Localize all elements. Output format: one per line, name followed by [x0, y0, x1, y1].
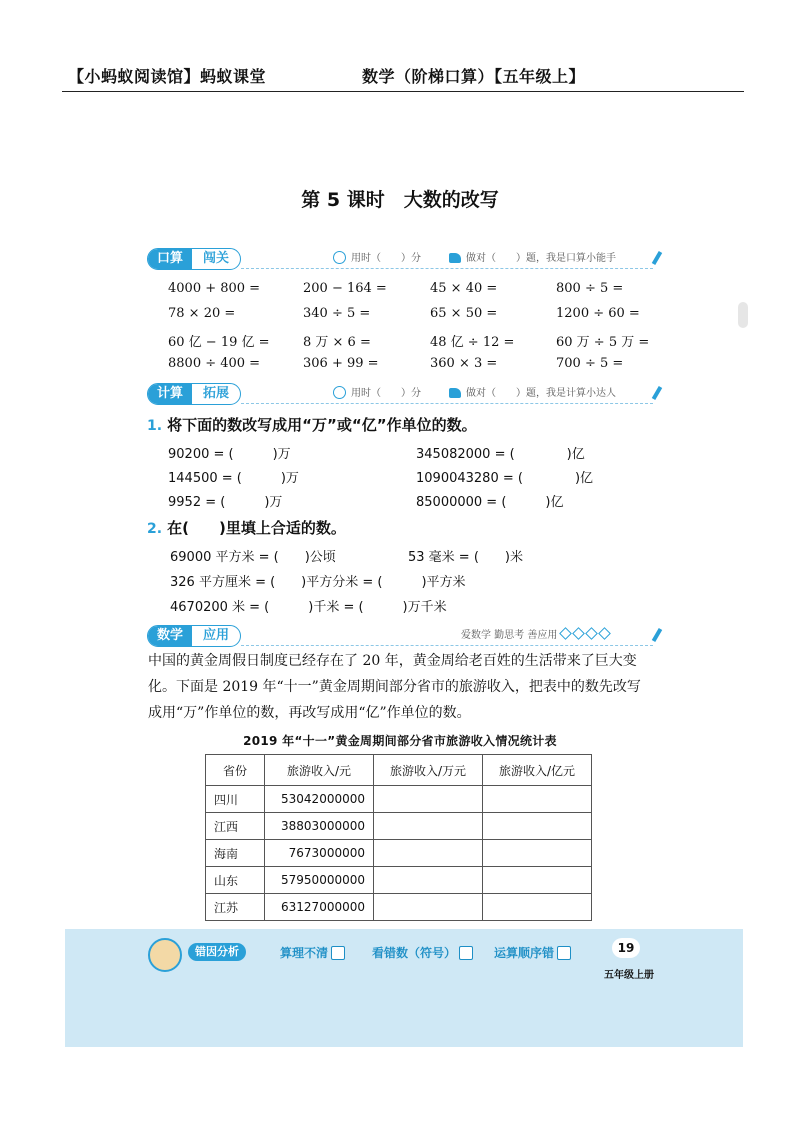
- oral-problem[interactable]: 45 × 40 =: [430, 281, 498, 296]
- thumbs-up-icon: [449, 388, 461, 398]
- oral-problem[interactable]: 700 ÷ 5 =: [556, 356, 624, 371]
- table-header-cell: 旅游收入/亿元: [483, 755, 592, 786]
- calc-correct-text: 做对（ ）题，我是计算小达人: [466, 388, 616, 399]
- error-option-concept[interactable]: [280, 944, 345, 961]
- question-1: [147, 414, 477, 435]
- question-2: [147, 517, 346, 538]
- table-header-cell: 省份: [206, 755, 265, 786]
- province-cell: 四川: [206, 786, 265, 813]
- oral-problem[interactable]: 8800 ÷ 400 =: [168, 356, 261, 371]
- table-row: [206, 813, 592, 840]
- page-title: 第 5 课时 大数的改写: [301, 189, 499, 211]
- app-tag-b: 应用: [202, 628, 229, 643]
- province-cell: 江苏: [206, 894, 265, 921]
- province-cell: 山东: [206, 867, 265, 894]
- oral-problem[interactable]: 4000 + 800 =: [168, 281, 261, 296]
- oral-tag-a: 口算: [148, 249, 192, 269]
- table-row: [206, 840, 592, 867]
- q1-item[interactable]: 345082000 = ( )亿: [416, 447, 585, 462]
- question-2-number: 2.: [147, 521, 163, 537]
- q1-item[interactable]: 85000000 = ( )亿: [416, 495, 564, 510]
- income-wan-cell[interactable]: [374, 867, 483, 894]
- income-yi-cell[interactable]: [483, 840, 592, 867]
- thumbs-up-icon: [449, 253, 461, 263]
- banner-line: [241, 268, 653, 269]
- table-header-cell: 旅游收入/万元: [374, 755, 483, 786]
- error-analysis-label: 错因分析: [188, 943, 246, 961]
- income-yuan-cell: 57950000000: [265, 867, 374, 894]
- calc-time-text: 用时（ ）分: [351, 388, 421, 399]
- q2-item[interactable]: 326 平方厘米 = ( )平方分米 = ( )平方米: [170, 575, 466, 590]
- q1-item[interactable]: 9952 = ( )万: [168, 495, 283, 510]
- error-option-label: 看错数（符号）: [372, 946, 457, 960]
- q2-item[interactable]: 4670200 米 = ( )千米 = ( )万千米: [170, 600, 447, 615]
- income-wan-cell[interactable]: [374, 813, 483, 840]
- income-yi-cell[interactable]: [483, 813, 592, 840]
- paragraph-line: 化。下面是 2019 年“十一”黄金周期间部分省市的旅游收入，把表中的数先改写: [148, 679, 641, 695]
- table-row: [206, 867, 592, 894]
- table-row: [206, 894, 592, 921]
- income-yuan-cell: 7673000000: [265, 840, 374, 867]
- pencil-icon: [652, 251, 662, 265]
- question-2-text: 在( )里填上合适的数。: [167, 519, 346, 537]
- star-icon: [559, 627, 572, 640]
- oral-problem[interactable]: 8 万 × 6 =: [303, 335, 371, 350]
- header-right: 数学（阶梯口算）【五年级上】: [362, 67, 586, 86]
- error-option-order[interactable]: [494, 944, 571, 961]
- calc-correct: [449, 384, 616, 399]
- pencil-icon: [652, 386, 662, 400]
- question-1-text: 将下面的数改写成用“万”或“亿”作单位的数。: [167, 416, 477, 434]
- clock-icon: [333, 386, 346, 399]
- error-option-misread[interactable]: [372, 944, 473, 961]
- income-table: [205, 754, 592, 921]
- oral-time-text: 用时（ ）分: [351, 253, 421, 264]
- income-yi-cell[interactable]: [483, 894, 592, 921]
- grade-label: 五年级上册: [604, 970, 654, 981]
- error-option-label: 算理不清: [280, 946, 329, 960]
- app-banner: [147, 625, 659, 647]
- oral-problem[interactable]: 340 ÷ 5 =: [303, 306, 371, 321]
- calc-tag-b: 拓展: [202, 386, 229, 401]
- income-yi-cell[interactable]: [483, 867, 592, 894]
- oral-problem[interactable]: 60 万 ÷ 5 万 =: [556, 335, 650, 350]
- oral-problem[interactable]: 1200 ÷ 60 =: [556, 306, 640, 321]
- table-row: [206, 786, 592, 813]
- paragraph-line: 成用“万”作单位的数，再改写成用“亿”作单位的数。: [148, 705, 471, 721]
- clock-icon: [333, 251, 346, 264]
- q2-item[interactable]: 69000 平方米 = ( )公顷: [170, 550, 336, 565]
- income-wan-cell[interactable]: [374, 894, 483, 921]
- oral-banner: [147, 248, 659, 270]
- page-number: 19: [612, 938, 640, 958]
- oral-problem[interactable]: 200 − 164 =: [303, 281, 387, 296]
- star-icon: [585, 627, 598, 640]
- star-icon: [598, 627, 611, 640]
- income-wan-cell[interactable]: [374, 840, 483, 867]
- table-header-row: [206, 755, 592, 786]
- oral-tag: [147, 248, 241, 270]
- banner-line: [241, 645, 653, 646]
- province-cell: 海南: [206, 840, 265, 867]
- table-header-cell: 旅游收入/元: [265, 755, 374, 786]
- oral-problem[interactable]: 360 × 3 =: [430, 356, 498, 371]
- oral-correct: [449, 249, 616, 264]
- app-paragraph: [148, 648, 668, 726]
- income-yuan-cell: 38803000000: [265, 813, 374, 840]
- app-slogan: [461, 626, 609, 641]
- app-slogan-text: 爱数学 勤思考 善应用: [461, 630, 558, 641]
- oral-problem[interactable]: 306 + 99 =: [303, 356, 379, 371]
- header-left: 【小蚂蚁阅读馆】蚂蚁课堂: [68, 67, 267, 86]
- checkbox[interactable]: [557, 946, 571, 960]
- oral-time: [333, 249, 421, 264]
- oral-problem[interactable]: 800 ÷ 5 =: [556, 281, 624, 296]
- table-title: 2019 年“十一”黄金周期间部分省市旅游收入情况统计表: [243, 734, 557, 748]
- checkbox[interactable]: [459, 946, 473, 960]
- oral-problem[interactable]: 65 × 50 =: [430, 306, 498, 321]
- star-icon: [572, 627, 585, 640]
- checkbox[interactable]: [331, 946, 345, 960]
- page-edge-mark: [738, 302, 748, 328]
- paragraph-line: 中国的黄金周假日制度已经存在了 20 年，黄金周给老百姓的生活带来了巨大变: [148, 653, 637, 669]
- oral-correct-text: 做对（ ）题，我是口算小能手: [466, 253, 616, 264]
- oral-problem[interactable]: 78 × 20 =: [168, 306, 236, 321]
- income-wan-cell[interactable]: [374, 786, 483, 813]
- q1-item[interactable]: 1090043280 = ( )亿: [416, 471, 594, 486]
- q1-item[interactable]: 144500 = ( )万: [168, 471, 299, 486]
- pencil-icon: [652, 628, 662, 642]
- q1-item[interactable]: 90200 = ( )万: [168, 447, 291, 462]
- calc-banner: [147, 383, 659, 405]
- calc-tag: [147, 383, 241, 405]
- header-divider: [62, 91, 744, 92]
- oral-problem[interactable]: 48 亿 ÷ 12 =: [430, 335, 515, 350]
- oral-problem[interactable]: 60 亿 − 19 亿 =: [168, 335, 270, 350]
- income-yuan-cell: 63127000000: [265, 894, 374, 921]
- calc-tag-a: 计算: [148, 384, 192, 404]
- app-tag-a: 数学: [148, 626, 192, 646]
- error-option-label: 运算顺序错: [494, 946, 555, 960]
- oral-tag-b: 闯关: [202, 251, 229, 266]
- banner-line: [241, 403, 653, 404]
- app-tag: [147, 625, 241, 647]
- mascot-icon: [148, 938, 182, 972]
- question-1-number: 1.: [147, 418, 163, 434]
- income-yuan-cell: 53042000000: [265, 786, 374, 813]
- province-cell: 江西: [206, 813, 265, 840]
- income-yi-cell[interactable]: [483, 786, 592, 813]
- calc-time: [333, 384, 421, 399]
- q2-item[interactable]: 53 毫米 = ( )米: [408, 550, 523, 565]
